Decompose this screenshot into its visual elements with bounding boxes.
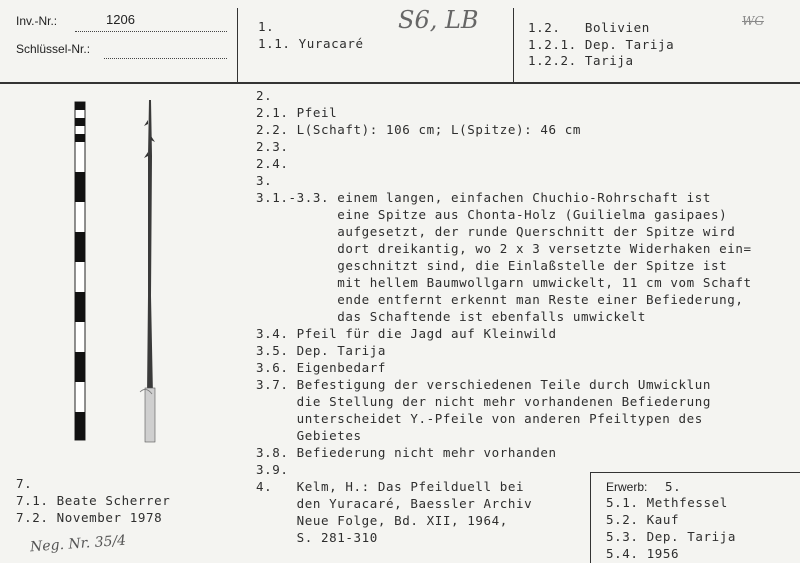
line-3-4: 3.4. Pfeil für die Jagd auf Kleinwild [256,326,557,341]
line-3: 3. [256,173,273,188]
line-2: 2. [256,88,273,103]
key-label: Schlüssel-Nr.: [16,42,91,56]
section-1-heading: 1. [258,19,275,34]
section-1-1-line: 1.1. Yuracaré [258,36,364,51]
line-3-1-cont-7: das Schaftende ist ebenfalls umwickelt [256,309,647,324]
header-bottom-rule [0,82,800,84]
header-divider-right [513,8,514,82]
artifact-photo [60,96,170,446]
arrow-image [60,96,170,446]
handwritten-note: Neg. Nr. 35/4 [29,532,127,556]
line-3-7-cont-3: Gebietes [256,428,362,443]
line-3-8: 3.8. Befiederung nicht mehr vorhanden [256,445,557,460]
section-1-2-line: 1.2. Bolivien [528,20,650,35]
line-4-cont-1: den Yuracaré, Baessler Archiv [256,496,533,511]
line-3-1: 3.1.-3.3. einem langen, einfachen Chuchio-Rohrschaft ist [256,190,712,205]
line-7: 7. [16,476,33,491]
inv-label: Inv.-Nr.: [16,14,58,28]
header-divider-left [237,8,238,82]
line-3-7-cont-1: die Stellung der nicht mehr vorhandenen Befiederung [256,394,712,409]
line-7-2: 7.2. November 1978 [16,510,163,525]
handwritten-code: S6, LB [398,6,479,34]
line-3-7: 3.7. Befestigung der verschiedenen Teile durch Umwicklun [256,377,712,392]
line-3-1-cont-6: ende entfernt erkennt man Reste einer Befiederung, [256,292,744,307]
inv-underline [75,31,227,32]
line-3-9: 3.9. [256,462,289,477]
acquisition-label: Erwerb: [606,480,648,494]
acquisition-box-left [590,472,591,563]
line-3-1-cont-4: geschnitzt sind, die Einlaßstelle der Spitze ist [256,258,728,273]
line-3-6: 3.6. Eigenbedarf [256,360,387,375]
line-4: 4. Kelm, H.: Das Pfeilduell bei [256,479,525,494]
line-3-1-cont-5: mit hellem Baumwollgarn umwickelt, 11 cm vom Schaft [256,275,752,290]
acquisition-num: 5. [664,479,682,494]
line-2-2: 2.2. L(Schaft): 106 cm; L(Spitze): 46 cm [256,122,582,137]
line-5-3: 5.3. Dep. Tarija [606,529,737,544]
line-2-1: 2.1. Pfeil [256,105,338,120]
line-2-3: 2.3. [256,139,289,154]
line-3-5: 3.5. Dep. Tarija [256,343,387,358]
line-4-cont-3: S. 281-310 [256,530,378,545]
acquisition-box-top [590,472,800,473]
line-3-1-cont-3: dort dreikantig, wo 2 x 3 versetzte Widerhaken ein= [256,241,752,256]
corner-mark: WG [742,14,764,28]
section-1-2-2-line: 1.2.2. Tarija [528,53,634,68]
key-underline [104,58,227,59]
line-7-1: 7.1. Beate Scherrer [16,493,171,508]
line-3-7-cont-2: unterscheidet Y.-Pfeile von anderen Pfeiltypen des [256,411,703,426]
line-2-4: 2.4. [256,156,289,171]
line-4-cont-2: Neue Folge, Bd. XII, 1964, [256,513,508,528]
line-3-1-cont-2: aufgesetzt, der runde Querschnitt der Spitze wird [256,224,736,239]
section-1-2-1-line: 1.2.1. Dep. Tarija [528,37,675,52]
line-5-2: 5.2. Kauf [606,512,680,527]
acquisition-header [606,478,681,494]
line-3-1-cont-1: eine Spitze aus Chonta-Holz (Guilielma gasipaes) [256,207,728,222]
line-5-1: 5.1. Methfessel [606,495,728,510]
inv-number: 1206 [106,12,135,27]
line-5-4: 5.4. 1956 [606,546,680,561]
